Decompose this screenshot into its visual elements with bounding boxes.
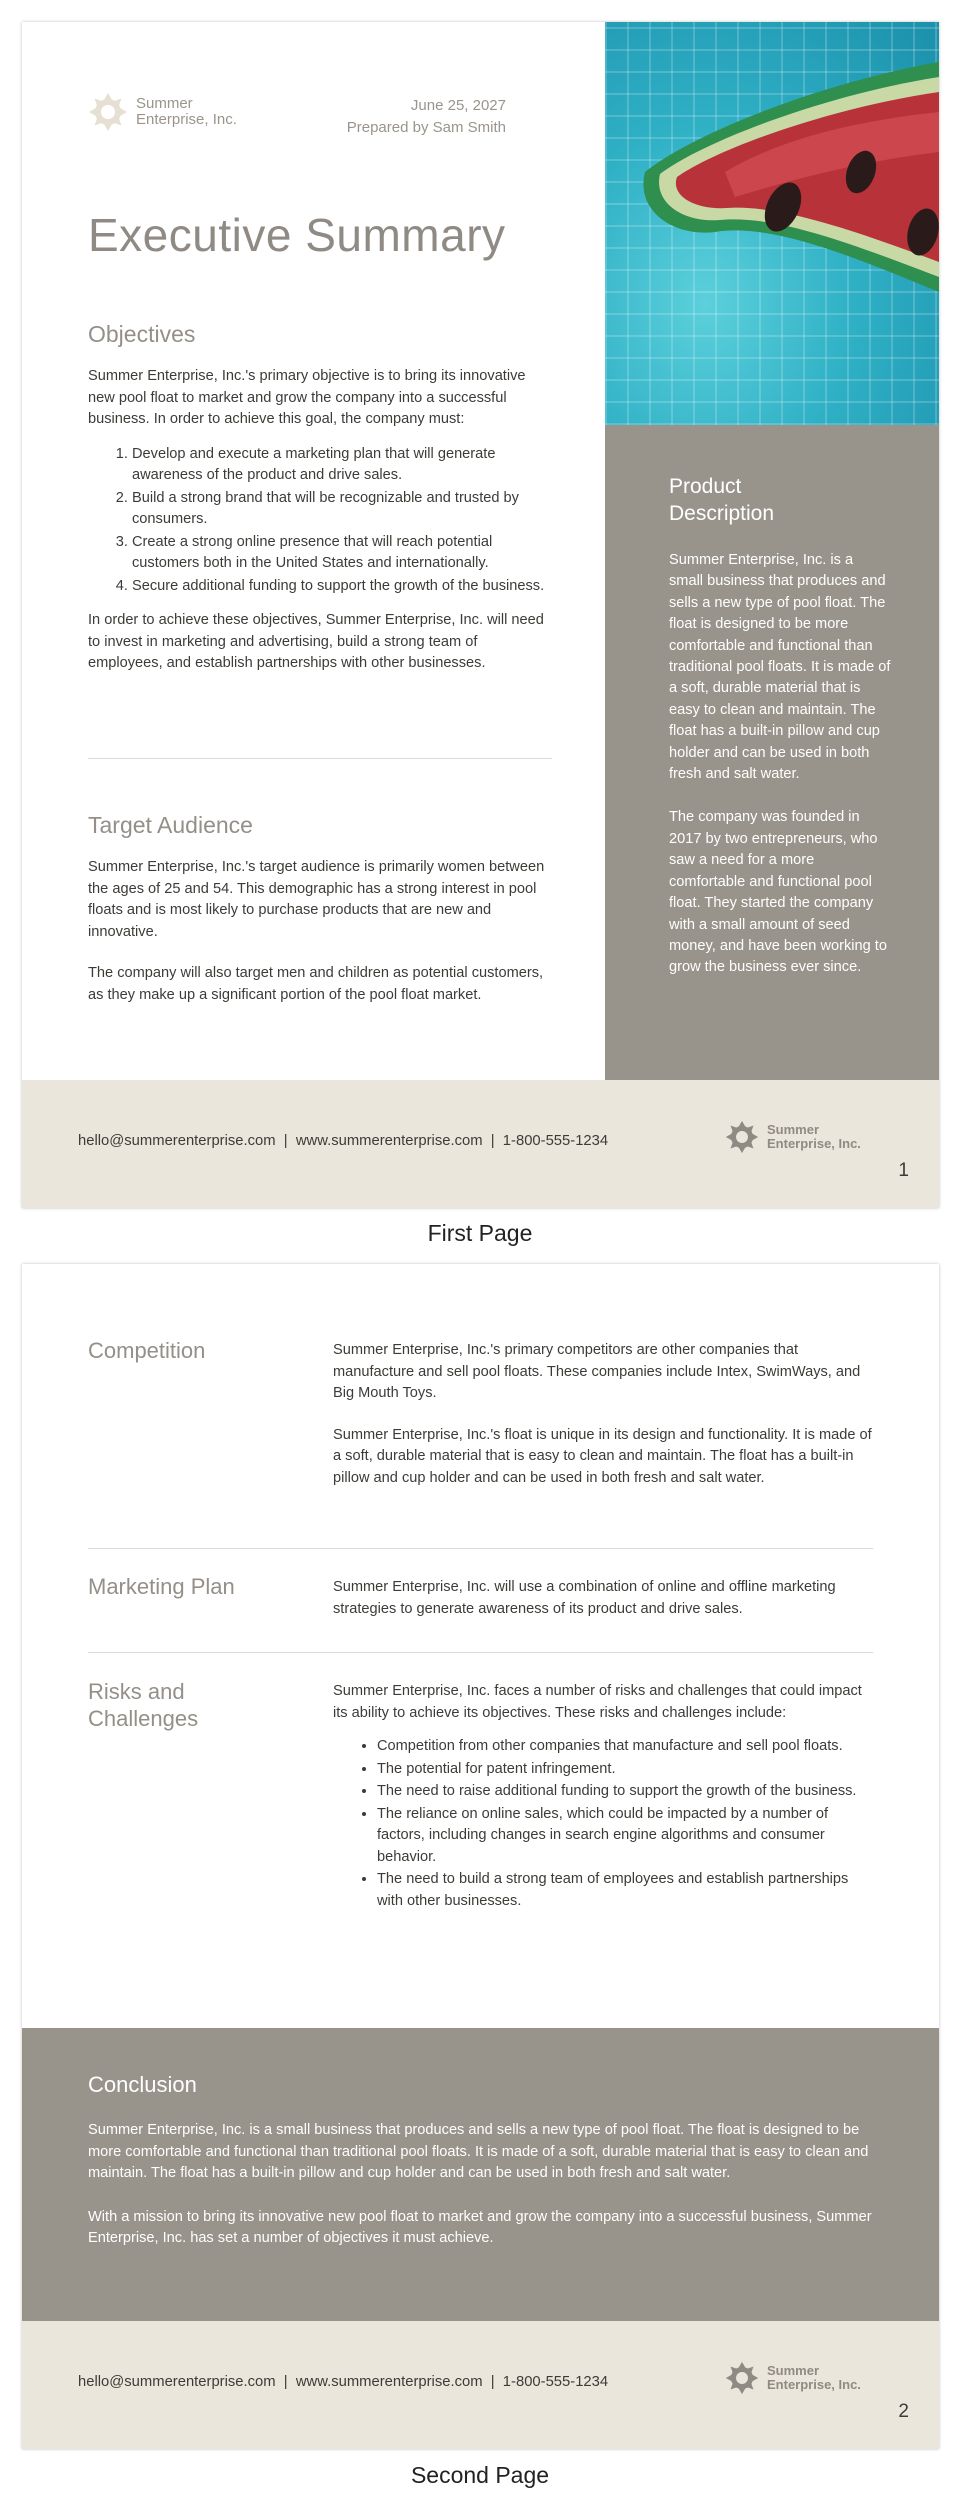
competition-heading: Competition (88, 1338, 206, 1363)
sun-gear-icon (725, 1120, 759, 1154)
contact-info: hello@summerenterprise.com | www.summerenterprise.com | 1-800-555-1234 (78, 1133, 609, 1149)
company-name-line1: Summer (136, 95, 193, 112)
list-item: • The need to raise additional funding to support the growth of the business. (377, 1781, 873, 1803)
risks-heading: Risks and Challenges (88, 1679, 199, 1731)
list-item: 2. Build a strong brand that will be recognizable and trusted by consumers. (132, 488, 551, 531)
company-name-line1: Summer (767, 1122, 820, 1137)
product-description-text (669, 550, 891, 1001)
sun-gear-icon (88, 92, 128, 132)
competition-section (333, 1340, 873, 1502)
target-audience-section (88, 857, 551, 1019)
marketing-plan-heading: Marketing Plan (88, 1574, 235, 1599)
list-item: 3. Create a strong online presence that will reach potential customers both in the United States and internationally. (132, 532, 551, 575)
company-name-line1: Summer (767, 2363, 820, 2378)
conclusion-paragraph: Summer Enterprise, Inc. is a small business that produces and sells a new type of pool float. The float is designed to be more comfortable and functional than traditional pool floats. It is made of a soft, durable material that is easy to clean and maintain. The float has a built-in pillow and cup holder and can be used in both fresh and salt water. (88, 2122, 869, 2181)
company-name-line2: Enterprise, Inc. (767, 2377, 861, 2392)
target-audience-paragraph: Summer Enterprise, Inc.'s target audience is primarily women between the ages of 25 and 54. This demographic has a strong interest in pool floats and is most likely to purchase products that are new and innovative. (88, 859, 545, 940)
page-one (22, 22, 939, 1208)
page-footer (22, 1080, 939, 1208)
marketing-plan-section (333, 1577, 873, 1633)
company-name (136, 96, 237, 128)
watermelon-pool-float-image (605, 22, 939, 425)
section-divider (88, 1548, 873, 1549)
company-name (767, 1123, 861, 1151)
company-name (767, 2364, 861, 2392)
company-logo (88, 92, 237, 132)
objectives-outro: In order to achieve these objectives, Summer Enterprise, Inc. will need to invest in marketing and advertising, build a strong team of employees, and establish partnerships with other businesses. (88, 612, 544, 671)
footer-logo (725, 1120, 861, 1154)
product-paragraph: The company was founded in 2017 by two entrepreneurs, who saw a need for a more comfortable and functional pool float. They started the company with a small amount of seed money, and have been working to grow the business ever since. (669, 809, 887, 976)
pool-float-illustration (605, 22, 939, 425)
page-number: 2 (898, 2401, 909, 2422)
product-description-heading (669, 473, 819, 527)
list-item: • The reliance on online sales, which could be impacted by a number of factors, including changes in search engine algorithms and consumer behavior. (377, 1804, 873, 1869)
risks-list (377, 1736, 873, 1912)
page-footer (22, 2321, 939, 2449)
document-date: June 25, 2027 (410, 97, 506, 114)
sun-gear-icon (725, 2361, 759, 2395)
section-divider (88, 1652, 873, 1653)
product-heading-text: Product Description (669, 475, 775, 525)
company-name-line2: Enterprise, Inc. (136, 111, 237, 128)
contact-info: hello@summerenterprise.com | www.summerenterprise.com | 1-800-555-1234 (78, 2374, 609, 2390)
marketing-paragraph: Summer Enterprise, Inc. will use a combination of online and offline marketing strategies to generate awareness of its product and drive sales. (333, 1579, 836, 1617)
list-item: 4. Secure additional funding to support the growth of the business. (132, 576, 551, 598)
objectives-list (132, 444, 551, 598)
page-two (22, 1264, 939, 2449)
conclusion-panel (22, 2028, 939, 2321)
target-audience-heading: Target Audience (88, 812, 253, 838)
footer-logo (725, 2361, 861, 2395)
objectives-section (88, 366, 551, 688)
document-meta (347, 95, 506, 139)
product-description-panel (605, 425, 939, 1080)
conclusion-text (88, 2120, 878, 2272)
competition-paragraph: Summer Enterprise, Inc.'s primary competitors are other companies that manufacture and sell pool floats. These companies include Intex, SwimWays, and Big Mouth Toys. (333, 1342, 861, 1401)
risks-section (333, 1681, 873, 1913)
page-title: Executive Summary (88, 209, 506, 261)
prepared-by: Prepared by Sam Smith (346, 119, 506, 136)
competition-paragraph: Summer Enterprise, Inc.'s float is unique in its design and functionality. It is made of a soft, durable material that is easy to clean and maintain. The float has a built-in pillow and cup holder and can be used in both fresh and salt water. (333, 1426, 872, 1486)
company-name-line2: Enterprise, Inc. (767, 1136, 861, 1151)
product-paragraph: Summer Enterprise, Inc. is a small business that produces and sells a new type of pool float. The float is designed to be more comfortable and functional than traditional pool floats. It is made of a soft, durable material that is easy to clean and maintain. The float has a built-in pillow and cup holder and can be used in both fresh and salt water. (669, 552, 891, 783)
risks-intro: Summer Enterprise, Inc. faces a number of risks and challenges that could impact its ability to achieve its objectives. These risks and challenges include: (333, 1683, 862, 1721)
conclusion-heading: Conclusion (88, 2072, 197, 2097)
target-audience-paragraph: The company will also target men and children as potential customers, as they make up a significant portion of the pool float market. (88, 965, 544, 1003)
page-number: 1 (898, 1160, 909, 1181)
list-item: • The need to build a strong team of employees and establish partnerships with other businesses. (377, 1869, 873, 1912)
second-page-caption: Second Page (410, 2462, 550, 2488)
list-item: • The potential for patent infringement. (377, 1759, 873, 1781)
conclusion-paragraph: With a mission to bring its innovative new pool float to market and grow the company into a successful business, Summer Enterprise, Inc. has set a number of objectives it must achieve. (88, 2208, 872, 2246)
list-item: • Competition from other companies that manufacture and sell pool floats. (377, 1736, 873, 1758)
first-page-caption: First Page (427, 1220, 533, 1246)
section-divider (88, 758, 552, 759)
objectives-heading: Objectives (88, 321, 196, 347)
objectives-intro: Summer Enterprise, Inc.'s primary objective is to bring its innovative new pool float to market and grow the company into a successful business. In order to achieve this goal, the company must: (88, 368, 526, 427)
list-item: 1. Develop and execute a marketing plan that will generate awareness of the product and drive sales. (132, 444, 551, 487)
